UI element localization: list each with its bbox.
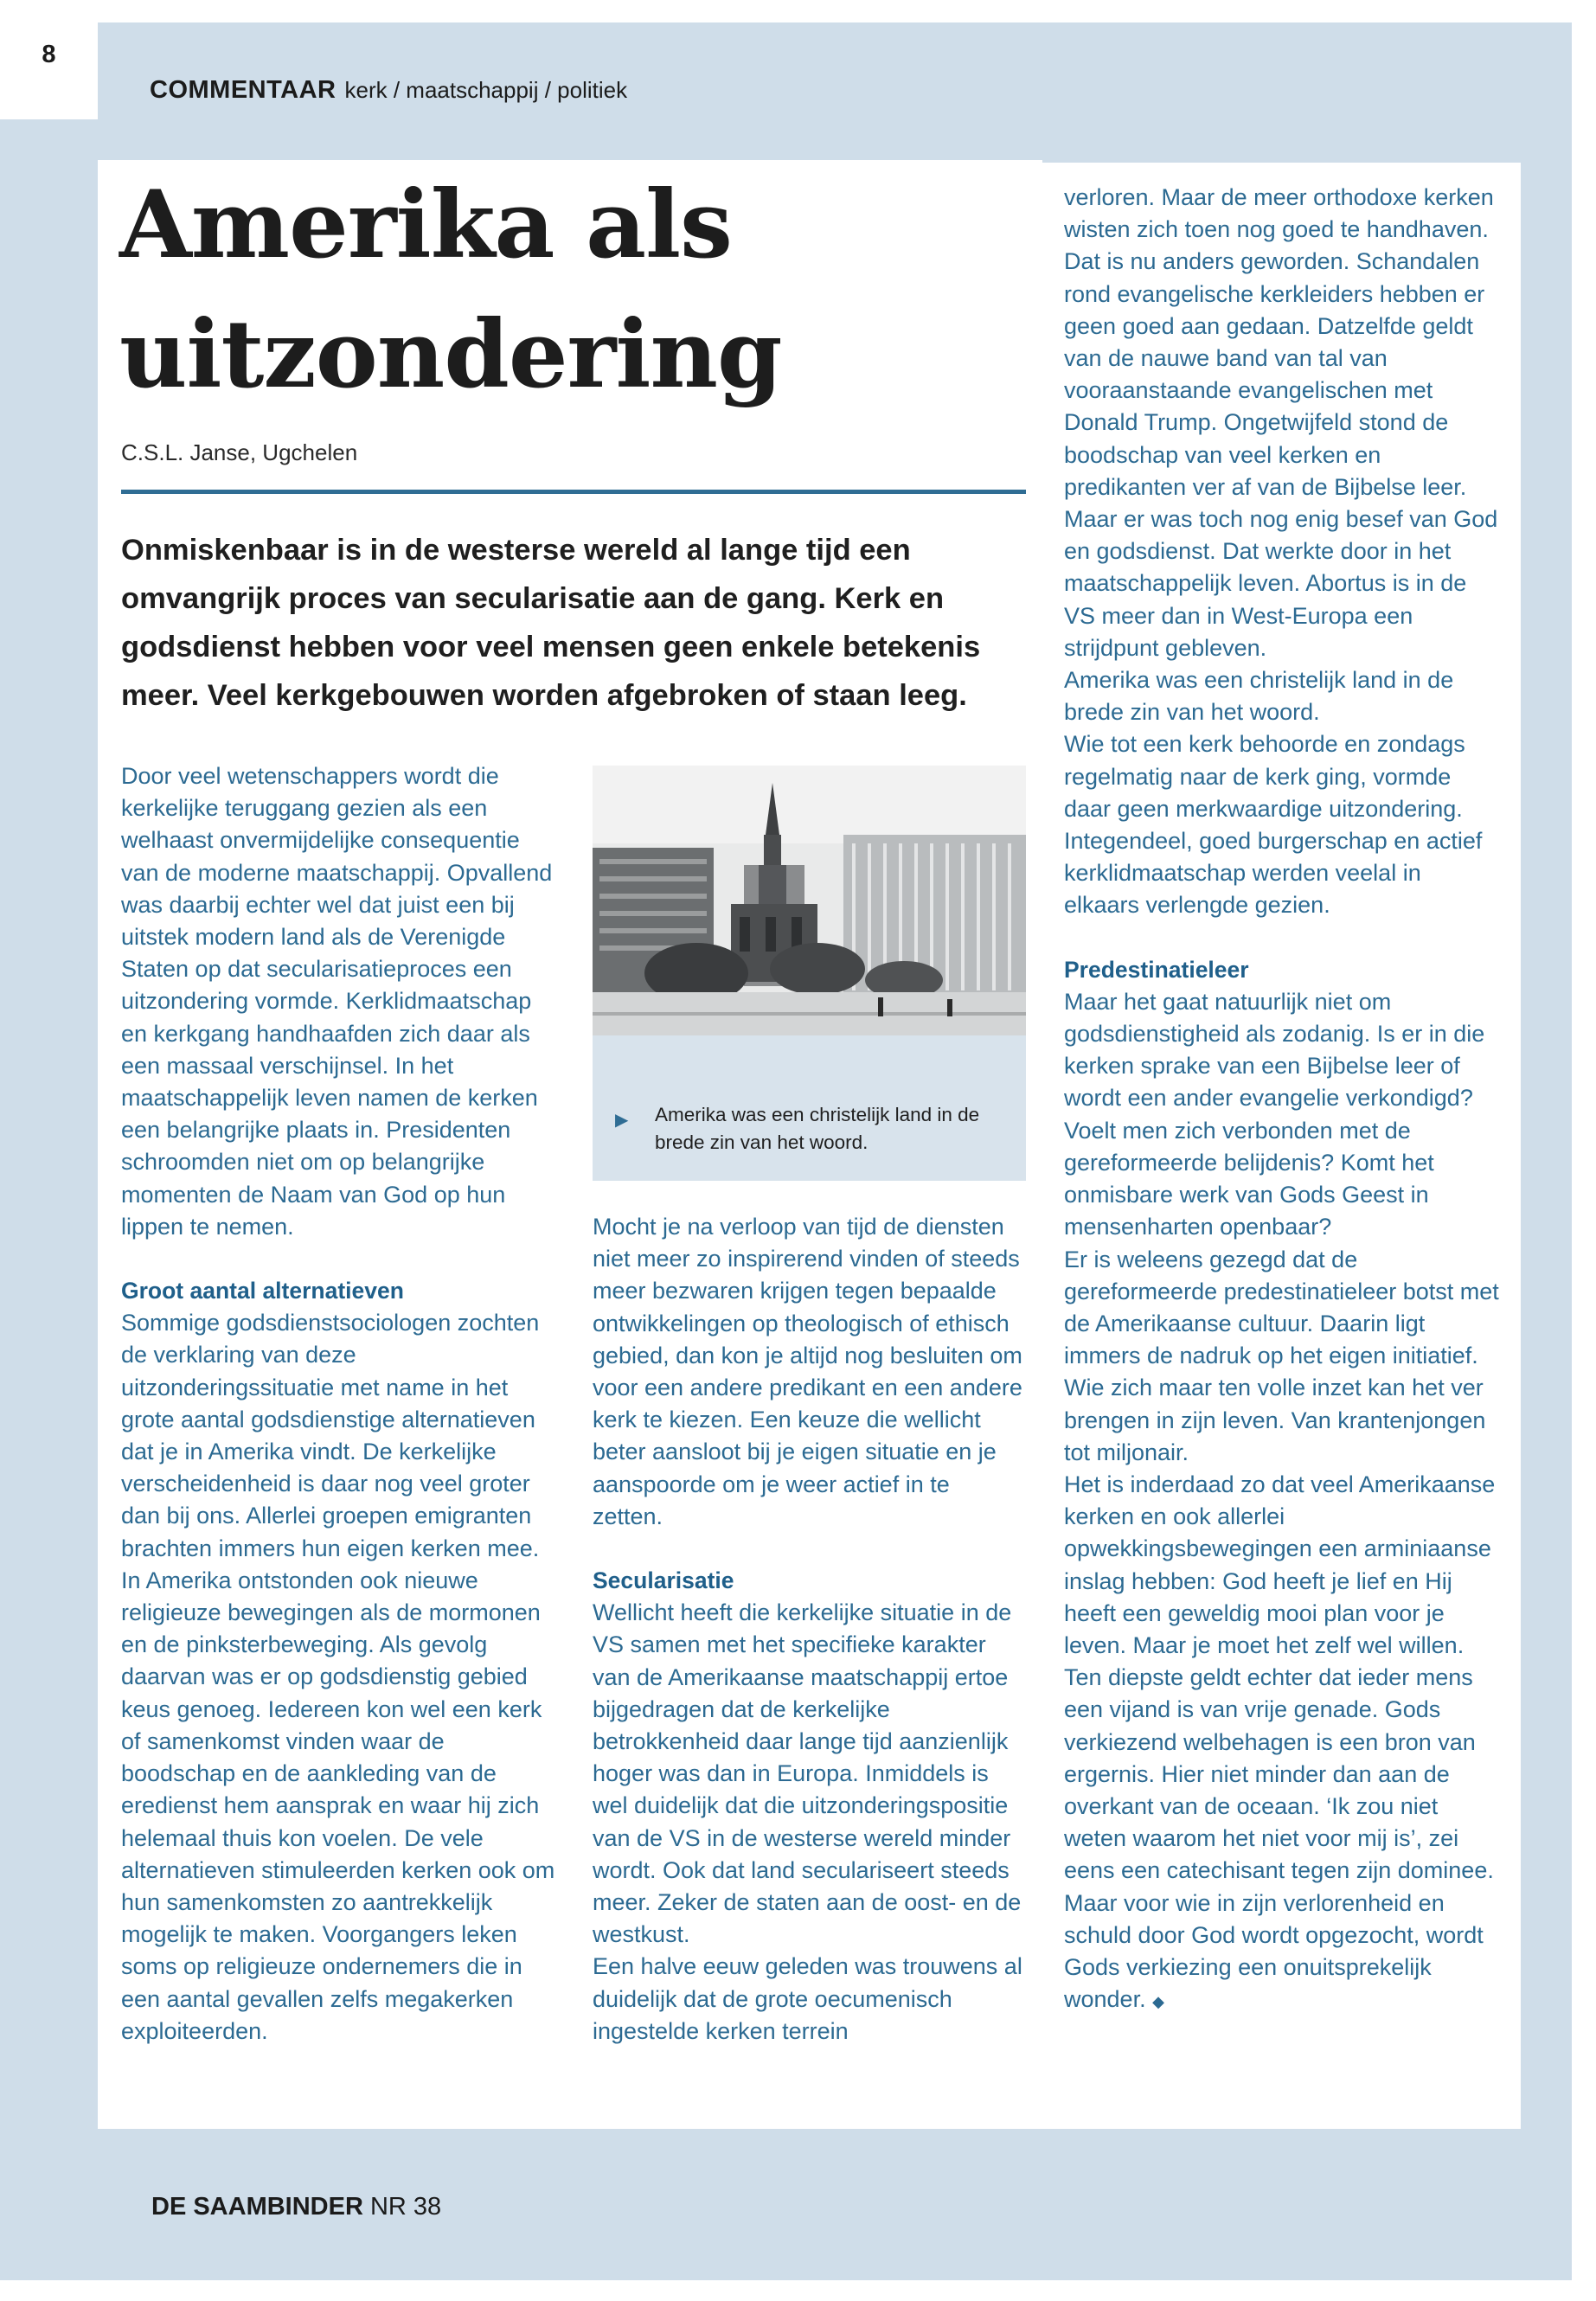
end-mark-icon: ◆	[1152, 1993, 1164, 2011]
church-photo	[593, 766, 1026, 1035]
paragraph: Een halve eeuw geleden was trouwens al duidelijk dat de grote oecumenisch ingestelde kerken terrein	[593, 1953, 1022, 2044]
subheading: Predestinatieleer	[1064, 956, 1249, 983]
paragraph-last	[1064, 1662, 1501, 2018]
title-line-2: uitzondering	[119, 300, 782, 409]
image-caption	[613, 1101, 1020, 1157]
paragraph: Door veel wetenschappers wordt die kerkelijke teruggang gezien als een welhaast onvermijdelijke consequentie van de moderne maatschappij. Opvallend was daarbij echter wel dat juist een bij uitstek modern land als de Verenigde Staten op dat secularisatieproces een uitzondering vormde. Kerklidmaatschap en kerkgang handhaafden zich daar als een massaal verschijnsel. In het maatschappelijk leven namen de kerken een belangrijke plaats in. Presidenten schroomden niet om op belangrijke momenten de Naam van God op hun lippen te nemen.	[121, 763, 553, 1240]
subheading: Groot aantal alternatieven	[121, 1278, 404, 1304]
column-2	[593, 1211, 1026, 2048]
section-header	[150, 76, 627, 105]
column-1	[121, 760, 558, 2048]
paragraph: verloren. Maar de meer orthodoxe kerken wisten zich toen nog goed te handhaven. Dat is nu anders geworden. Schandalen rond evangelische kerkleiders hebben er geen goed aan gedaan. Datzelfde geldt van de nauwe band van tal van vooraanstaande evangelischen met Donald Trump. Ongetwijfeld stond de boodschap van veel kerken en predikanten ver af van de Bijbelse leer. Maar er was toch nog enig besef van God en godsdienst. Dat werkte door in het maatschappelijk leven. Abortus is in de VS meer dan in West-Europa een strijdpunt gebleven.	[1064, 184, 1498, 661]
title-rule	[121, 490, 1026, 494]
magazine-name: DE SAAMBINDER	[151, 2193, 363, 2221]
page-number: 8	[0, 0, 98, 119]
issue-number: NR 38	[369, 2193, 442, 2221]
paragraph: Wie tot een kerk behoorde en zondags regelmatig naar de kerk ging, vormde daar geen merkwaardige uitzondering. Integendeel, goed burgerschap en actief kerklidmaatschap werden veelal in elkaars verlengde gezien.	[1064, 731, 1483, 919]
paragraph-text: Ten diepste geldt echter dat ieder mens een vijand is van vrije genade. Gods verkiezend welbehagen is een bron van ergernis. Hier niet minder dan aan de overkant van de oceaan. ‘Ik zou niet weten waarom het niet voor mij is’, zei eens een catechisant tegen zijn dominee. Maar voor wie in zijn verlorenheid en schuld door God wordt opgezocht, wordt Gods verkiezing een onuitsprekelijk wonder.	[1064, 1664, 1494, 2013]
paragraph: Mocht je na verloop van tijd de diensten niet meer zo inspirerend vinden of steeds meer bezwaren krijgen tegen bepaalde ontwikkelingen op theologisch of ethisch gebied, dan kon je altijd nog besluiten om voor een andere predikant en een andere kerk te kiezen. Een keuze die wellicht beter aansloot bij je eigen situatie en je aanspoorde om je weer actief in te zetten.	[593, 1214, 1022, 1529]
article-image	[593, 766, 1026, 1181]
author: C.S.L. Janse, Ugchelen	[121, 439, 358, 465]
intro-paragraph: Onmiskenbaar is in de westerse wereld al lange tijd een omvangrijk proces van secularisatie aan de gang. Kerk en godsdienst hebben voor veel mensen geen enkele betekenis meer. Veel kerkgebouwen worden afgebroken of staan leeg.	[121, 534, 981, 712]
article-title	[119, 160, 984, 420]
footer	[151, 2193, 441, 2221]
background-left-strip	[0, 119, 98, 2280]
section-label: COMMENTAAR	[150, 76, 337, 104]
caption-text: Amerika was een christelijk land in de brede zin van het woord.	[655, 1104, 980, 1153]
paragraph: Het is inderdaad zo dat veel Amerikaanse kerken en ook allerlei opwekkingsbewegingen een arminiaanse inslag hebben: God heeft je lief en Hij heeft een geweldig mooi plan voor je leven. Maar je moet het zelf wel willen.	[1064, 1471, 1496, 1658]
section-sub: kerk / maatschappij / politiek	[344, 77, 628, 103]
title-line-1: Amerika als	[119, 170, 732, 279]
paragraph: Er is weleens gezegd dat de gereformeerde predestinatieleer botst met de Amerikaanse cultuur. Daarin ligt immers de nadruk op het eigen initiatief. Wie zich maar ten volle inzet kan het ver brengen in zijn leven. Van krantenjongen tot miljonair.	[1064, 1246, 1499, 1465]
paragraph: Wellicht heeft die kerkelijke situatie in de VS samen met het specifieke karakter van de Amerikaanse maatschappij ertoe bijgedragen dat de kerkelijke betrokkenheid daar lange tijd aanzienlijk hoger was dan in Europa. Inmiddels is wel duidelijk dat die uitzonderingspositie van de VS in de westerse wereld minder wordt. Ook dat land seculariseert steeds meer. Zeker de staten aan de oost- en de westkust.	[593, 1599, 1022, 1948]
caption-arrow-icon: ▶	[615, 1111, 629, 1130]
paragraph: Amerika was een christelijk land in de brede zin van het woord.	[1064, 667, 1454, 726]
paragraph: Maar het gaat natuurlijk niet om godsdienstigheid als zodanig. Is er in die kerken sprake van een Bijbelse leer of wordt een ander evangelie verkondigd? Voelt men zich verbonden met de gereformeerde belijdenis? Komt het onmisbare werk van Gods Geest in mensenharten openbaar?	[1064, 988, 1485, 1240]
paragraph: Sommige godsdienstsociologen zochten de verklaring van deze uitzonderingssituatie met name in het grote aantal godsdienstige alternatieven dat je in Amerika vindt. De kerkelijke verscheidenheid is daar nog veel groter dan bij ons. Allerlei groepen emigranten brachten immers hun eigen kerken mee. In Amerika ontstonden ook nieuwe religieuze bewegingen als de mormonen en de pinksterbeweging. Als gevolg daarvan was er op godsdienstig gebied keus genoeg. Iedereen kon wel een kerk of samenkomst vinden waar de boodschap en de aankleding van de eredienst hem aansprak en waar hij zich helemaal thuis kon voelen. De vele alternatieven stimuleerden kerken ook om hun samenkomsten zo aantrekkelijk mogelijk te maken. Voorgangers leken soms op religieuze ondernemers die in een aantal gevallen zelfs megakerken exploiteerden.	[121, 1310, 555, 2044]
subheading: Secularisatie	[593, 1567, 734, 1594]
column-3	[1064, 182, 1501, 2018]
